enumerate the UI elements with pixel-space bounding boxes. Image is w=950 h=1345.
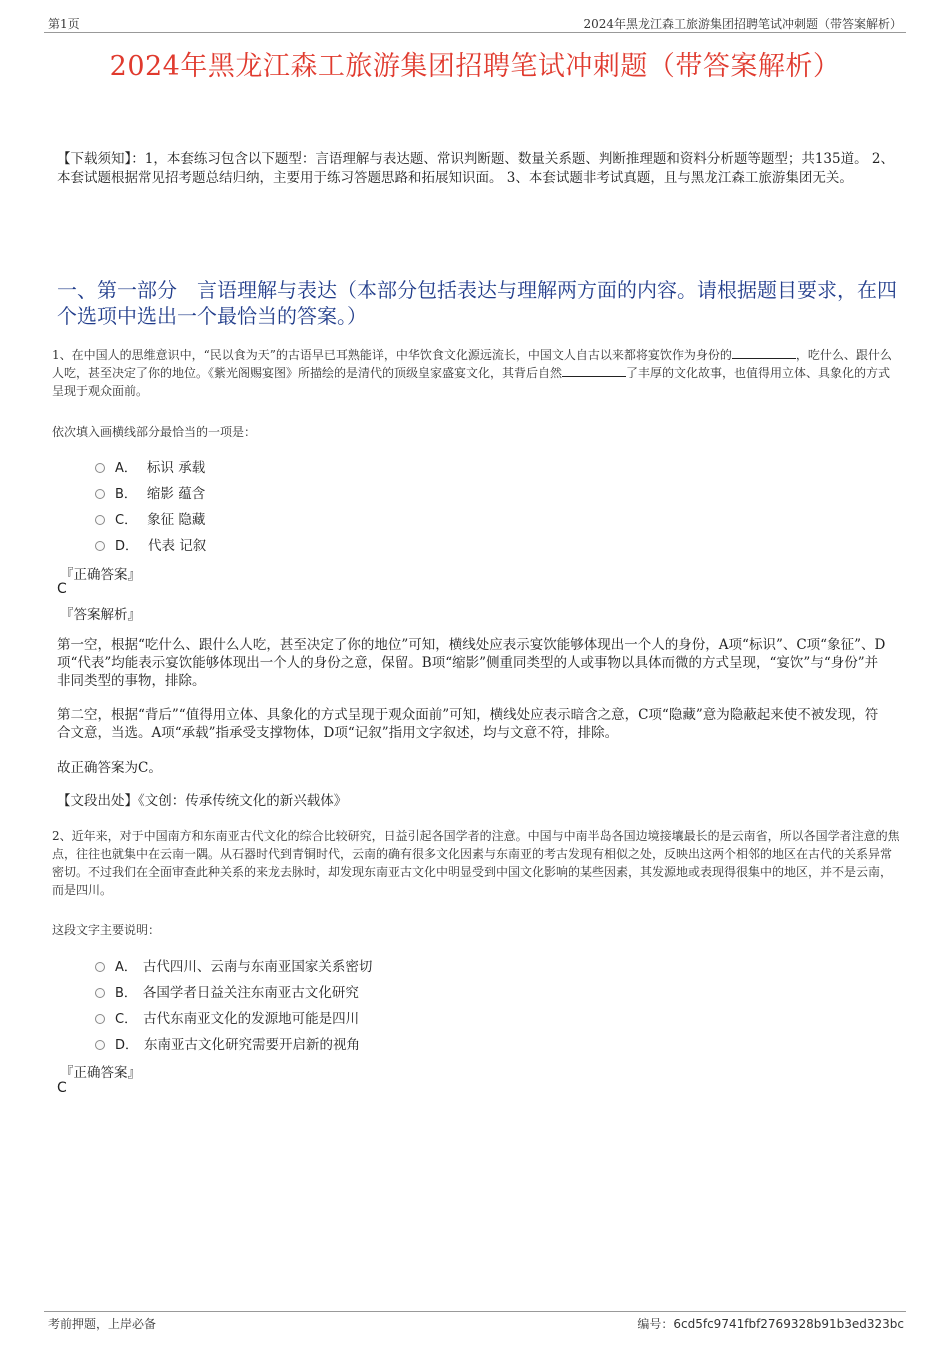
- blank-1: [732, 347, 796, 359]
- question-1-ask: 依次填入画横线部分最恰当的一项是：: [52, 425, 257, 439]
- footer-code: 编号：6cd5fc9741fbf2769328b91b3ed323bc: [637, 1317, 904, 1331]
- analysis-label: 『答案解析』: [60, 607, 141, 623]
- option-a[interactable]: A． 古代四川、云南与东南亚国家关系密切: [95, 952, 372, 978]
- option-c[interactable]: C． 象征 隐藏: [95, 505, 206, 531]
- download-notice: 【下载须知】：1，本套练习包含以下题型：言语理解与表达题、常识判断题、数量关系题、判断推理题和资料分析题等题型；共135道。 2、本套试题根据常见招考题总结归纳，主要用于练习答题思路和拓展知识面。 3、本套试题非考试真题，且与黑龙江森工旅游集团无关。: [57, 151, 894, 186]
- blank-2: [562, 365, 626, 377]
- answer-label: 『正确答案』: [60, 1065, 141, 1081]
- option-c[interactable]: C． 古代东南亚文化的发源地可能是四川: [95, 1004, 372, 1030]
- section-heading: 一、第一部分 言语理解与表达（本部分包括表达与理解两方面的内容。请根据题目要求，在四个选项中选出一个最恰当的答案。）: [57, 278, 897, 328]
- question-1-options: [95, 453, 206, 557]
- question-2-ask: 这段文字主要说明：: [52, 923, 161, 937]
- radio-icon[interactable]: [95, 515, 105, 525]
- radio-icon[interactable]: [95, 1040, 105, 1050]
- answer-label: 『正确答案』: [60, 567, 141, 583]
- question-2-options: [95, 952, 372, 1056]
- analysis-paragraph-1: 第一空，根据“吃什么、跟什么人吃，甚至决定了你的地位”可知，横线处应表示宴饮能够体现出一个人的身份，A项“标识”、C项“象征”、D项“代表”均能表示宴饮能够体现出一个人的身份之意，保留。B项“缩影”侧重同类型的人或事物以具体而微的方式呈现，“宴饮”与“身份”并非同类型的事物，排除。: [57, 637, 886, 689]
- footer-slogan: 考前押题，上岸必备: [48, 1317, 157, 1331]
- page-footer: [44, 1311, 906, 1332]
- option-d[interactable]: D． 东南亚古文化研究需要开启新的视角: [95, 1030, 372, 1056]
- radio-icon[interactable]: [95, 1014, 105, 1024]
- answer-value: C: [57, 581, 67, 597]
- source-citation: 【文段出处】《文创：传承传统文化的新兴载体》: [57, 793, 348, 809]
- page-number: 第1页: [48, 17, 80, 31]
- radio-icon[interactable]: [95, 541, 105, 551]
- header-doc-title: 2024年黑龙江森工旅游集团招聘笔试冲刺题（带答案解析）: [583, 17, 902, 31]
- option-b[interactable]: B． 缩影 蕴含: [95, 479, 206, 505]
- radio-icon[interactable]: [95, 988, 105, 998]
- option-d[interactable]: D． 代表 记叙: [95, 531, 206, 557]
- radio-icon[interactable]: [95, 463, 105, 473]
- question-1-stem: 1、在中国人的思维意识中，“民以食为天”的古语早已耳熟能详，中华饮食文化源远流长，中国文人自古以来都将宴饮作为身份的 ，吃什么、跟什么人吃，甚至决定了你的地位。《紫光阁赐宴图》所描绘的是清代的顶级皇家盛宴文化，其背后自然 了丰厚的文化故事，也值得用立体、具象化的方式呈现于观众面前。: [52, 348, 892, 398]
- question-2-stem: 2、近年来，对于中国南方和东南亚古代文化的综合比较研究，日益引起各国学者的注意。中国与中南半岛各国边境接壤最长的是云南省，所以各国学者注意的焦点，往往也就集中在云南一隅。从石器时代到青铜时代，云南的确有很多文化因素与东南亚的考古发现有相似之处，反映出这两个相邻的地区在古代的关系异常密切。不过我们在全面审查此种关系的来龙去脉时，却发现东南亚古文化中明显受到中国文化影响的某些因素，其发源地或表现得很集中的地区，并不是云南，而是四川。: [52, 829, 900, 897]
- option-a[interactable]: A． 标识 承载: [95, 453, 206, 479]
- radio-icon[interactable]: [95, 962, 105, 972]
- answer-value: C: [57, 1080, 67, 1096]
- radio-icon[interactable]: [95, 489, 105, 499]
- analysis-conclusion: 故正确答案为C。: [57, 760, 162, 776]
- option-b[interactable]: B． 各国学者日益关注东南亚古文化研究: [95, 978, 372, 1004]
- analysis-paragraph-2: 第二空，根据“背后”“值得用立体、具象化的方式呈现于观众面前”可知，横线处应表示暗含之意，C项“隐藏”意为隐蔽起来使不被发现，符合文意，当选。A项“承载”指承受支撑物体，D项“记叙”指用文字叙述，均与文意不符，排除。: [57, 707, 879, 741]
- page-header: [44, 14, 906, 33]
- document-title: 2024年黑龙江森工旅游集团招聘笔试冲刺题（带答案解析）: [109, 51, 841, 82]
